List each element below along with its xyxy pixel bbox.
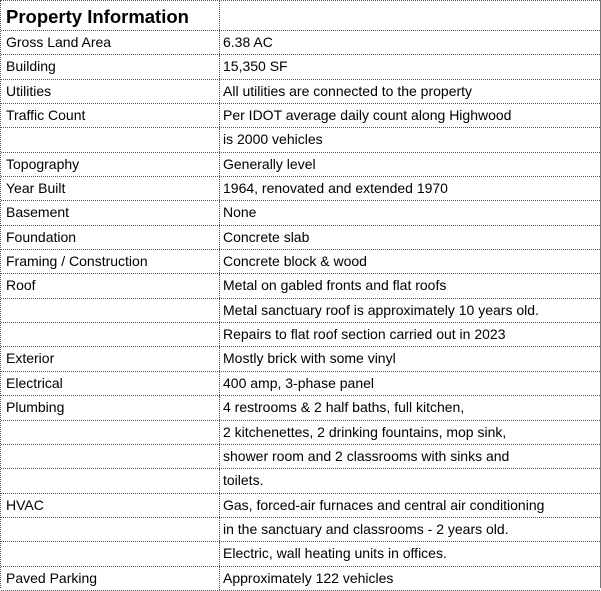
table-row — [1, 177, 600, 201]
table-row — [1, 494, 600, 518]
row-value: Electric, wall heating units in offices. — [223, 545, 447, 562]
row-label — [1, 542, 220, 565]
table-header-row — [1, 0, 600, 31]
row-label: HVAC — [1, 494, 220, 517]
table-row — [1, 55, 600, 79]
row-label — [1, 469, 220, 492]
row-value: 400 amp, 3-phase panel — [223, 374, 374, 391]
row-label: Framing / Construction — [1, 250, 220, 273]
table-row — [1, 567, 600, 591]
row-label — [1, 421, 220, 444]
row-label: Building — [1, 55, 220, 78]
row-value: is 2000 vehicles — [223, 131, 323, 148]
row-value: Repairs to flat roof section carried out in 2023 — [223, 326, 506, 343]
row-value: 4 restrooms & 2 half baths, full kitchen, — [223, 399, 465, 416]
row-value: Approximately 122 vehicles — [223, 569, 394, 586]
table-row — [1, 226, 600, 250]
row-label: Gross Land Area — [1, 31, 220, 54]
row-value: 15,350 SF — [223, 58, 288, 75]
row-label: Traffic Count — [1, 104, 220, 127]
row-label — [1, 323, 220, 346]
table-row — [1, 31, 600, 55]
table-row — [1, 372, 600, 396]
row-label — [1, 299, 220, 322]
row-label: Paved Parking — [1, 567, 220, 590]
row-label — [1, 445, 220, 468]
row-label: Exterior — [1, 347, 220, 370]
row-value: toilets. — [223, 472, 264, 489]
table-row — [1, 250, 600, 274]
table-row — [1, 104, 600, 128]
table-row — [1, 80, 600, 104]
row-label: Roof — [1, 274, 220, 297]
row-label: Basement — [1, 201, 220, 224]
row-value: All utilities are connected to the property — [223, 82, 473, 99]
row-label: Electrical — [1, 372, 220, 395]
row-value: 1964, renovated and extended 1970 — [223, 180, 448, 197]
table-row — [1, 274, 600, 298]
table-body — [1, 31, 600, 591]
table-row — [1, 542, 600, 566]
row-value: Metal on gabled fronts and flat roofs — [223, 277, 447, 294]
row-value: 6.38 AC — [223, 34, 273, 50]
table-row — [1, 518, 600, 542]
table-row — [1, 421, 600, 445]
row-value: Concrete slab — [223, 228, 310, 245]
table-row — [1, 347, 600, 371]
table-row — [1, 396, 600, 420]
row-value: Generally level — [223, 155, 316, 172]
table-row — [1, 153, 600, 177]
row-value: Metal sanctuary roof is approximately 10 years old. — [223, 301, 539, 318]
row-label: Plumbing — [1, 396, 220, 419]
table-row — [1, 469, 600, 493]
row-label: Utilities — [1, 80, 220, 103]
table-row — [1, 323, 600, 347]
table-row — [1, 201, 600, 225]
row-value: Gas, forced-air furnaces and central air conditioning — [223, 496, 545, 513]
row-value: shower room and 2 classrooms with sinks and — [223, 447, 510, 464]
row-label: Year Built — [1, 177, 220, 200]
row-value: in the sanctuary and classrooms - 2 years old. — [223, 520, 509, 537]
table-row — [1, 128, 600, 152]
row-value: Concrete block & wood — [223, 253, 367, 270]
row-label — [1, 128, 220, 151]
row-value: None — [223, 204, 257, 221]
row-value: 2 kitchenettes, 2 drinking fountains, mop sink, — [223, 423, 507, 440]
row-label: Foundation — [1, 226, 220, 249]
row-label: Topography — [1, 153, 220, 176]
row-value: Per IDOT average daily count along Highwood — [223, 107, 512, 124]
row-label — [1, 518, 220, 541]
table-title: Property Information — [1, 1, 220, 30]
table-row — [1, 299, 600, 323]
table-row — [1, 445, 600, 469]
row-value: Mostly brick with some vinyl — [223, 350, 396, 367]
header-empty-cell — [220, 1, 600, 30]
